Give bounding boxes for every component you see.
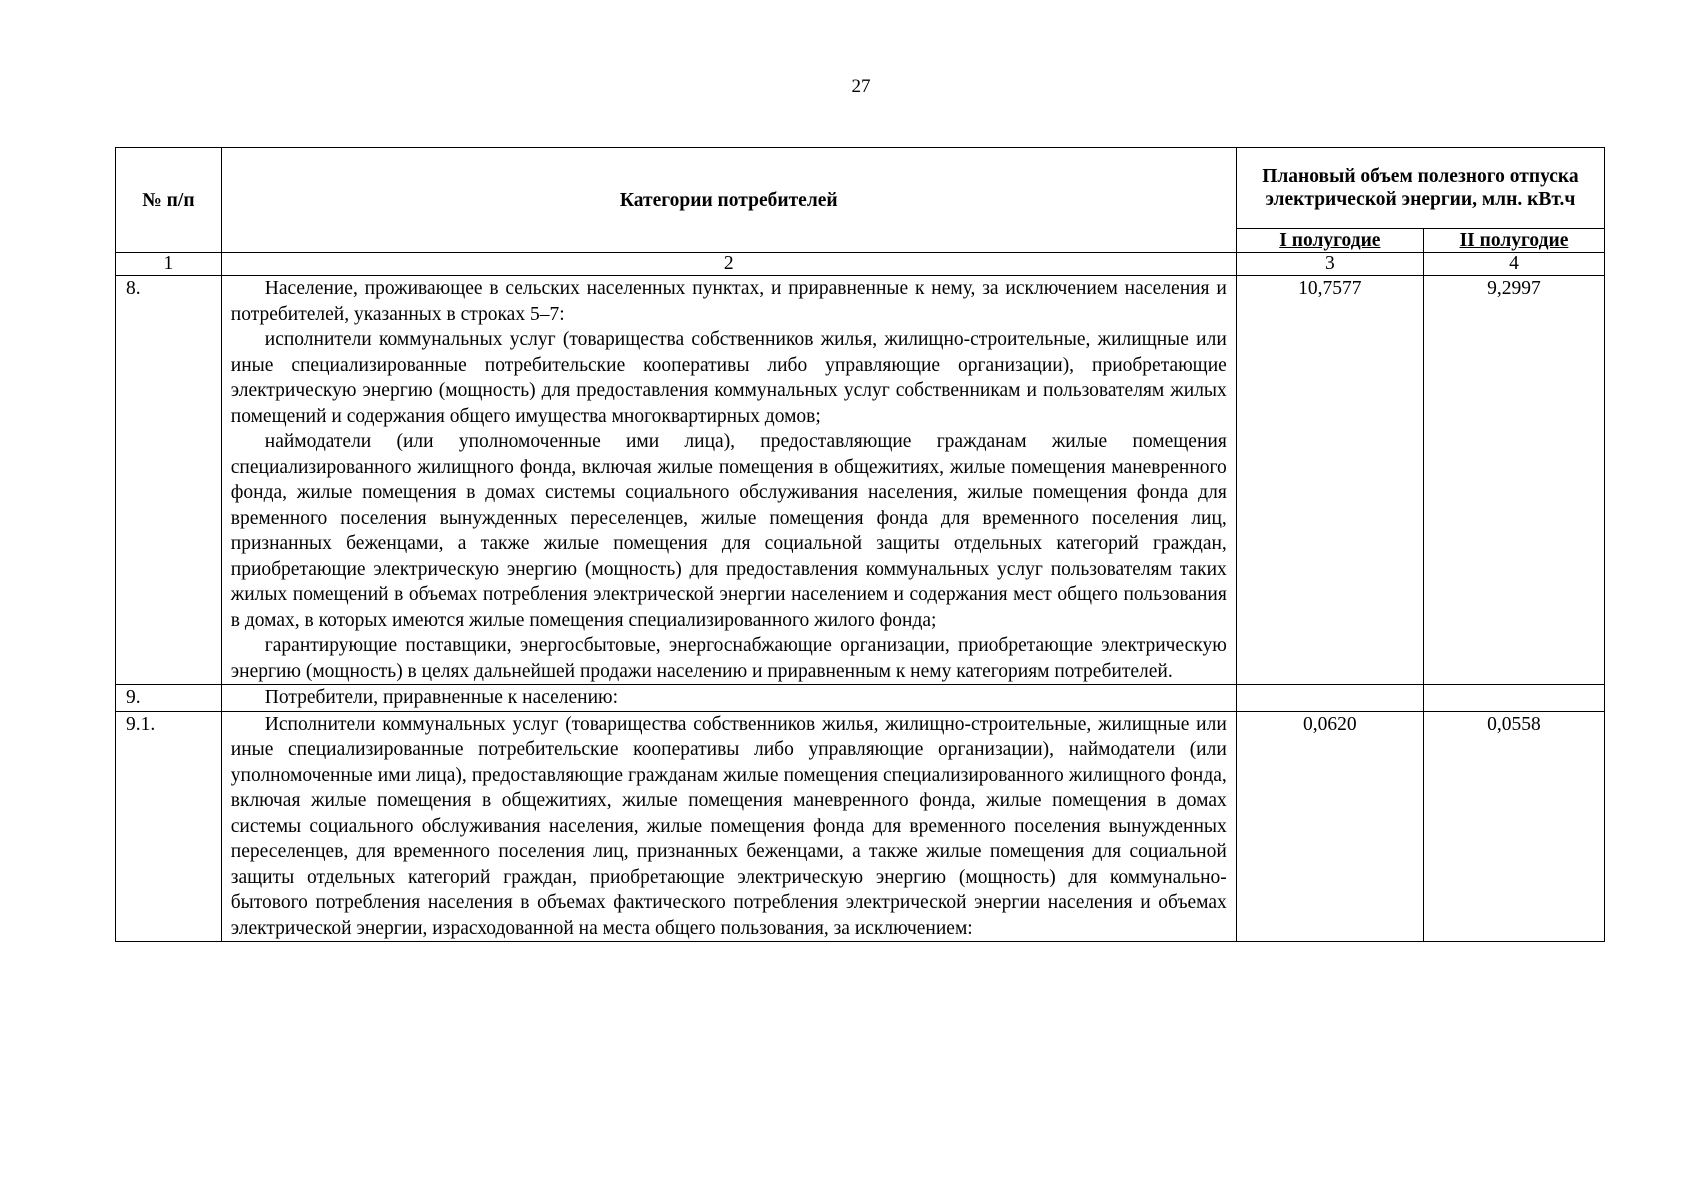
row-number: 8. <box>116 276 222 685</box>
consumption-table <box>115 147 1605 942</box>
row-number: 9.1. <box>116 711 222 942</box>
table-row <box>116 276 1605 685</box>
column-number: 3 <box>1236 253 1423 276</box>
row-value-half2: 9,2997 <box>1423 276 1604 685</box>
row-category <box>221 711 1236 942</box>
category-paragraph: Потребители, приравненные к населению: <box>264 687 619 708</box>
header-half1: I полугодие <box>1236 229 1423 253</box>
table-row <box>116 711 1605 942</box>
row-value-half1: 0,0620 <box>1236 711 1423 942</box>
header-num: № п/п <box>116 148 222 253</box>
header-volume: Плановый объем полезного отпуска электрической энергии, млн. кВт.ч <box>1236 148 1604 229</box>
category-paragraph: Исполнители коммунальных услуг (товарищества собственников жилья, жилищно-строительные, жилищные или иные специализированные потребительские кооперативы либо управляющие организации), наймодатели (или уполномоченные ими лица), предоставляющие гражданам жилые помещения специализированного жилищного фонда, включая жилые помещения в общежитиях, жилые помещения маневренного фонда, жилые помещения в домах системы социального обслуживания населения, жилые помещения фонда для временного поселения вынужденных переселенцев, для временного поселения лиц, признанных беженцами, а также жилые помещения для социальной защиты отдельных категорий граждан, приобретающие электрическую энергию (мощность) для коммунально-бытового потребления населения в объемах фактического потребления электрической энергии населения и объемах электрической энергии, израсходованной на места общего пользования, за исключением: <box>230 713 1227 939</box>
category-paragraph: исполнители коммунальных услуг (товарищества собственников жилья, жилищно-строительные, жилищные или иные специализированные потребительские кооперативы либо управляющие организации), приобретающие электрическую энергию (мощность) для предоставления коммунальных услуг собственникам и пользователям жилых помещений и содержания общего имущества многоквартирных домов; <box>230 329 1227 427</box>
row-value-half2: 0,0558 <box>1423 711 1604 942</box>
row-value-half1 <box>1236 685 1423 712</box>
column-number-row <box>116 253 1605 276</box>
row-value-half1: 10,7577 <box>1236 276 1423 685</box>
row-category <box>221 685 1236 712</box>
row-number: 9. <box>116 685 222 712</box>
header-category: Категории потребителей <box>221 148 1236 253</box>
category-paragraph: наймодатели (или уполномоченные ими лица), предоставляющие гражданам жилые помещения специализированного жилищного фонда, включая жилые помещения в общежитиях, жилые помещения маневренного фонда, жилые помещения в домах системы социального обслуживания населения, жилые помещения фонда для временного поселения вынужденных переселенцев, жилые помещения фонда для временного поселения лиц, признанных беженцами, а также жилые помещения для социальной защиты отдельных категорий граждан, приобретающие электрическую энергию (мощность) для предоставления коммунальных услуг пользователям таких жилых помещений в объемах потребления электрической энергии населением и содержания мест общего пользования в домах, в которых имеются жилые помещения специализированного жилого фонда; <box>230 431 1227 631</box>
category-paragraph: гарантирующие поставщики, энергосбытовые, энергоснабжающие организации, приобретающие электрическую энергию (мощность) в целях дальнейшей продажи населению и приравненным к нему категориям потребителей. <box>230 635 1227 682</box>
column-number: 2 <box>221 253 1236 276</box>
row-category <box>221 276 1236 685</box>
header-half2: II полугодие <box>1423 229 1604 253</box>
column-number: 1 <box>116 253 222 276</box>
row-value-half2 <box>1423 685 1604 712</box>
page-number: 27 <box>851 76 871 97</box>
table-row <box>116 685 1605 712</box>
column-number: 4 <box>1423 253 1604 276</box>
category-paragraph: Население, проживающее в сельских населенных пунктах, и приравненные к нему, за исключением населения и потребителей, указанных в строках 5–7: <box>230 278 1227 325</box>
